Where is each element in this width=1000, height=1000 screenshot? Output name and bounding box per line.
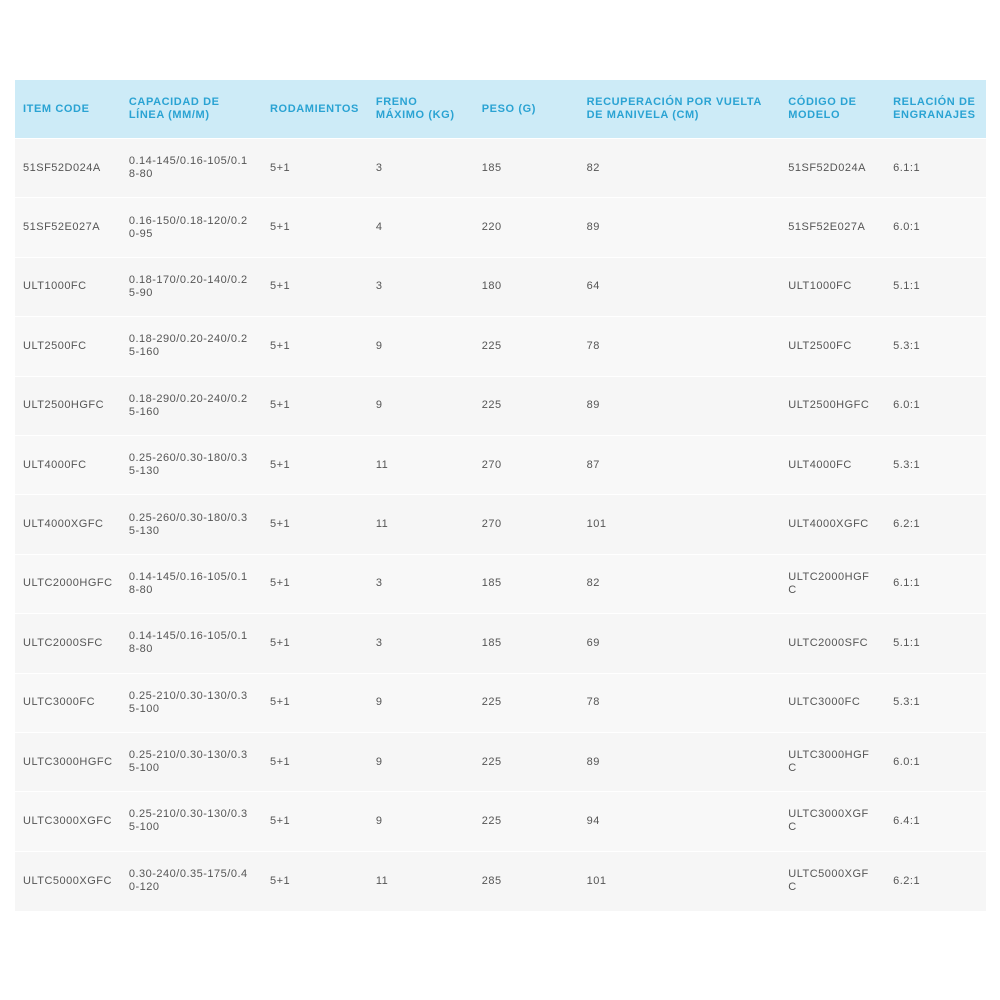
table-row (15, 614, 986, 673)
line-capacity-cell: 0.14-145/0.16-105/0.18-80 (128, 630, 248, 656)
header-model-code: CÓDIGO DE MODELO (788, 96, 857, 121)
item-code-cell: ULTC2000SFC (23, 636, 103, 649)
gear-ratio-cell: 6.2:1 (893, 874, 921, 887)
retrieve-cell: 64 (586, 280, 600, 293)
model-code-cell: ULTC2000SFC (788, 636, 869, 649)
gear-ratio-cell: 6.0:1 (893, 221, 921, 234)
header-item-code: ITEM CODE (23, 102, 90, 115)
model-code-cell: ULT1000FC (788, 280, 852, 293)
table-row (15, 317, 986, 376)
bearings-cell: 5+1 (270, 221, 291, 234)
line-capacity-cell: 0.14-145/0.16-105/0.18-80 (128, 570, 248, 596)
gear-ratio-cell: 5.1:1 (893, 636, 921, 649)
bearings-cell: 5+1 (270, 636, 291, 649)
table-row (15, 139, 986, 198)
item-code-cell: ULT4000XGFC (23, 518, 104, 531)
table-row (15, 198, 986, 257)
retrieve-cell: 69 (586, 636, 600, 649)
table-header (15, 80, 986, 139)
model-code-cell: ULT2500HGFC (788, 399, 870, 412)
model-code-cell: ULTC3000HGFC (788, 749, 870, 775)
item-code-cell: ULTC3000FC (23, 696, 96, 709)
line-capacity-cell: 0.18-290/0.20-240/0.25-160 (128, 333, 248, 359)
model-code-cell: ULT4000FC (788, 458, 852, 471)
header-weight: PESO (G) (481, 102, 537, 115)
line-capacity-cell: 0.25-260/0.30-180/0.35-130 (128, 511, 248, 537)
gear-ratio-cell: 5.3:1 (893, 458, 921, 471)
max-drag-cell: 9 (375, 399, 383, 412)
model-code-cell: ULTC3000XGFC (788, 808, 869, 834)
model-code-cell: 51SF52D024A (788, 161, 866, 174)
line-capacity-cell: 0.14-145/0.16-105/0.18-80 (128, 155, 248, 181)
max-drag-cell: 11 (375, 458, 389, 471)
retrieve-cell: 87 (586, 458, 600, 471)
retrieve-cell: 94 (586, 814, 600, 827)
gear-ratio-cell: 5.1:1 (893, 280, 921, 293)
header-gear-ratio: RELACIÓN DE ENGRANAJES (893, 96, 976, 121)
bearings-cell: 5+1 (270, 814, 291, 827)
weight-cell: 225 (481, 814, 502, 827)
retrieve-cell: 82 (586, 161, 600, 174)
weight-cell: 285 (481, 874, 502, 887)
gear-ratio-cell: 5.3:1 (893, 339, 921, 352)
model-code-cell: ULTC3000FC (788, 696, 861, 709)
retrieve-cell: 78 (586, 339, 600, 352)
item-code-cell: ULTC2000HGFC (23, 577, 113, 590)
header-row (15, 80, 986, 139)
weight-cell: 270 (481, 458, 502, 471)
header-max-drag: FRENO MÁXIMO (KG) (375, 96, 455, 121)
model-code-cell: ULT4000XGFC (788, 518, 869, 531)
weight-cell: 225 (481, 399, 502, 412)
max-drag-cell: 9 (375, 814, 383, 827)
bearings-cell: 5+1 (270, 874, 291, 887)
retrieve-cell: 101 (586, 874, 607, 887)
max-drag-cell: 3 (375, 636, 383, 649)
bearings-cell: 5+1 (270, 518, 291, 531)
retrieve-cell: 89 (586, 221, 600, 234)
max-drag-cell: 9 (375, 339, 383, 352)
table-body (15, 139, 986, 911)
retrieve-cell: 78 (586, 696, 600, 709)
max-drag-cell: 3 (375, 280, 383, 293)
specs-table (15, 80, 986, 911)
max-drag-cell: 3 (375, 161, 383, 174)
max-drag-cell: 9 (375, 755, 383, 768)
header-retrieve-per-turn: RECUPERACIÓN POR VUELTA DE MANIVELA (CM) (586, 96, 762, 121)
item-code-cell: ULT2500FC (23, 339, 87, 352)
bearings-cell: 5+1 (270, 696, 291, 709)
gear-ratio-cell: 6.1:1 (893, 161, 921, 174)
item-code-cell: ULT2500HGFC (23, 399, 105, 412)
retrieve-cell: 101 (586, 518, 607, 531)
weight-cell: 225 (481, 755, 502, 768)
item-code-cell: ULTC3000HGFC (23, 755, 113, 768)
retrieve-cell: 82 (586, 577, 600, 590)
weight-cell: 180 (481, 280, 502, 293)
table-row (15, 257, 986, 316)
table-row (15, 554, 986, 613)
gear-ratio-cell: 6.2:1 (893, 518, 921, 531)
item-code-cell: ULTC3000XGFC (23, 814, 112, 827)
max-drag-cell: 11 (375, 874, 389, 887)
item-code-cell: ULT4000FC (23, 458, 87, 471)
bearings-cell: 5+1 (270, 399, 291, 412)
max-drag-cell: 9 (375, 696, 383, 709)
table-row (15, 851, 986, 910)
table-row (15, 495, 986, 554)
bearings-cell: 5+1 (270, 577, 291, 590)
item-code-cell: ULTC5000XGFC (23, 874, 112, 887)
line-capacity-cell: 0.25-260/0.30-180/0.35-130 (128, 452, 248, 478)
line-capacity-cell: 0.30-240/0.35-175/0.40-120 (128, 868, 248, 894)
item-code-cell: ULT1000FC (23, 280, 87, 293)
table-row (15, 376, 986, 435)
line-capacity-cell: 0.25-210/0.30-130/0.35-100 (128, 808, 248, 834)
line-capacity-cell: 0.25-210/0.30-130/0.35-100 (128, 749, 248, 775)
retrieve-cell: 89 (586, 755, 600, 768)
gear-ratio-cell: 5.3:1 (893, 696, 921, 709)
weight-cell: 270 (481, 518, 502, 531)
max-drag-cell: 4 (375, 221, 383, 234)
max-drag-cell: 11 (375, 518, 389, 531)
retrieve-cell: 89 (586, 399, 600, 412)
weight-cell: 220 (481, 221, 502, 234)
line-capacity-cell: 0.16-150/0.18-120/0.20-95 (128, 214, 248, 240)
gear-ratio-cell: 6.0:1 (893, 399, 921, 412)
weight-cell: 185 (481, 577, 502, 590)
weight-cell: 225 (481, 696, 502, 709)
item-code-cell: 51SF52D024A (23, 161, 101, 174)
gear-ratio-cell: 6.1:1 (893, 577, 921, 590)
model-code-cell: ULTC2000HGFC (788, 570, 870, 596)
model-code-cell: ULTC5000XGFC (788, 868, 869, 894)
table-row (15, 732, 986, 791)
max-drag-cell: 3 (375, 577, 383, 590)
weight-cell: 185 (481, 161, 502, 174)
table-row (15, 792, 986, 851)
line-capacity-cell: 0.18-170/0.20-140/0.25-90 (128, 273, 248, 299)
item-code-cell: 51SF52E027A (23, 221, 101, 234)
model-code-cell: 51SF52E027A (788, 221, 866, 234)
bearings-cell: 5+1 (270, 339, 291, 352)
bearings-cell: 5+1 (270, 458, 291, 471)
header-line-capacity: CAPACIDAD DE LÍNEA (MM/M) (128, 96, 220, 121)
table-row (15, 673, 986, 732)
line-capacity-cell: 0.18-290/0.20-240/0.25-160 (128, 392, 248, 418)
line-capacity-cell: 0.25-210/0.30-130/0.35-100 (128, 689, 248, 715)
table-row (15, 435, 986, 494)
bearings-cell: 5+1 (270, 755, 291, 768)
specs-table-container (15, 80, 986, 911)
gear-ratio-cell: 6.4:1 (893, 814, 921, 827)
bearings-cell: 5+1 (270, 161, 291, 174)
header-bearings: RODAMIENTOS (270, 102, 359, 115)
model-code-cell: ULT2500FC (788, 339, 852, 352)
bearings-cell: 5+1 (270, 280, 291, 293)
gear-ratio-cell: 6.0:1 (893, 755, 921, 768)
weight-cell: 185 (481, 636, 502, 649)
weight-cell: 225 (481, 339, 502, 352)
